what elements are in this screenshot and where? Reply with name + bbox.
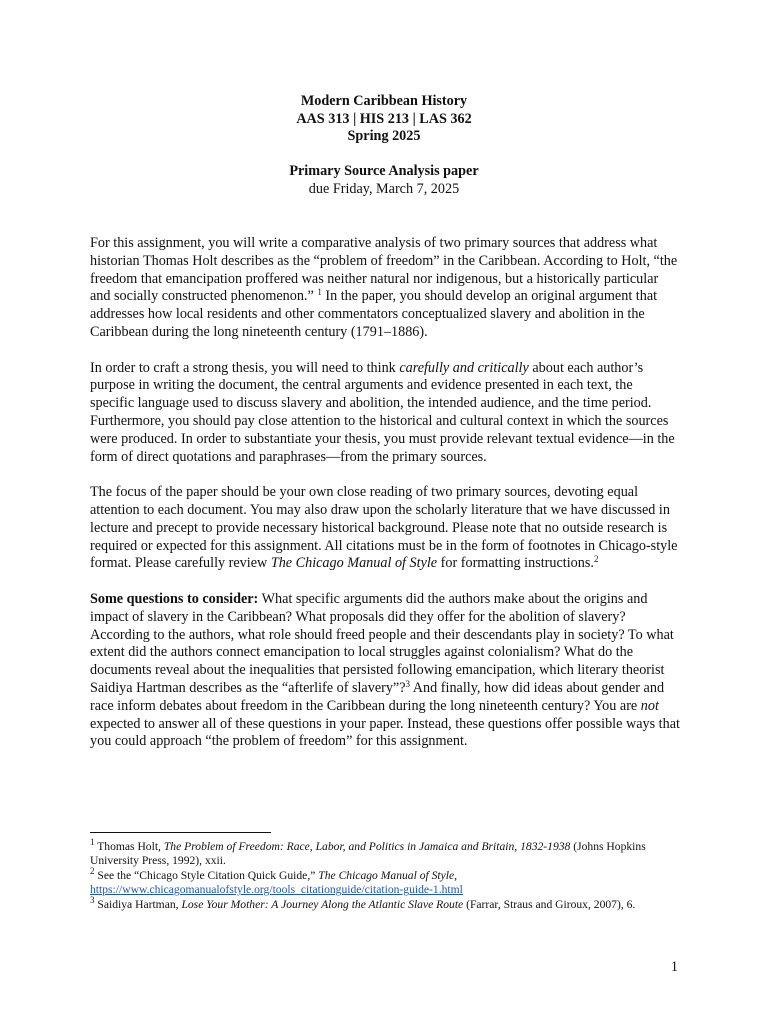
- emphasis-text: carefully and critically: [399, 359, 529, 376]
- paragraph-text: For this assignment, you will write a comparative analysis of two primary sources that address what historian Thomas Holt describes as the “problem of freedom” in the Caribbean. According to Holt, “the freedom that emancipation proffered was neither natural nor indigenous, but a historically particular and socially constructed phenomenon.”: [90, 235, 678, 305]
- footnote-text: See the “Chicago Style Citation Quick Guide,”: [94, 868, 319, 882]
- footnote-number: 1: [90, 837, 95, 847]
- footnotes: [90, 837, 680, 912]
- footnote-text: Thomas Holt,: [94, 840, 164, 853]
- paragraph-text: expected to answer all of these questions in your paper. Instead, these questions offer possible ways that you could approach “the problem of freedom” for this assignment.: [90, 715, 680, 750]
- manual-title: The Chicago Manual of Style: [270, 555, 438, 572]
- paragraph-text: In order to craft a strong thesis, you will need to think: [90, 359, 400, 376]
- questions-lead: Some questions to consider:: [90, 590, 259, 607]
- footnote-number: 2: [90, 865, 95, 876]
- footnote-2: [90, 865, 680, 898]
- paragraph-text: for formatting instructions.: [437, 555, 594, 572]
- paragraph-text: In the paper, you should develop an original argument that addresses how local residents and other commentators conceptualized slavery and abolition in the Caribbean during the long nineteenth century (1791–1886).: [90, 288, 658, 340]
- footnote-1: [90, 837, 680, 869]
- footnote-ref-1[interactable]: 1: [317, 287, 322, 298]
- due-date: due Friday, March 7, 2025: [308, 180, 460, 197]
- header-spacer: [0, 146, 768, 164]
- paragraph-thesis: [90, 360, 680, 467]
- footnote-text: Saidiya Hartman,: [94, 897, 182, 911]
- paragraph-text: about each author’s purpose in writing the document, the central arguments and evidence presented in each text, the specific language used to discuss slavery and abolition, the intended audience, and the time period. Furthermore, you should pay close attention to the historical and cultural context in which the sources were produced. In order to substantiate your thesis, you must provide relevant textual evidence—in the form of direct quotations and paraphrases—from the primary sources.: [90, 359, 675, 465]
- footnote-text: (Farrar, Straus and Giroux, 2007), 6.: [463, 897, 636, 911]
- footnote-number: 3: [90, 894, 95, 905]
- course-codes: AAS 313 | HIS 213 | LAS 362: [296, 110, 472, 127]
- paragraph-text: And finally, how did ideas about gender and race inform debates about freedom in the Caribbean during the long nineteenth century? You are: [90, 679, 665, 714]
- footnote-book-title: The Chicago Manual of Style,: [318, 868, 458, 882]
- footnote-book-title: Lose Your Mother: A Journey Along the Atlantic Slave Route: [181, 897, 464, 911]
- course-title: Modern Caribbean History: [300, 93, 468, 109]
- emphasis-text: not: [640, 697, 659, 714]
- chicago-guide-link[interactable]: https://www.chicagomanualofstyle.org/tools_citationguide/citation-guide-1.html: [90, 883, 463, 897]
- assignment-body: [90, 235, 680, 769]
- footnote-ref-2[interactable]: 2: [593, 554, 599, 565]
- footnote-3: [90, 894, 680, 912]
- assignment-title: Primary Source Analysis paper: [289, 163, 479, 180]
- paragraph-intro: [90, 235, 680, 342]
- term: Spring 2025: [347, 128, 421, 145]
- paragraph-text: The focus of the paper should be your own close reading of two primary sources, devoting equal attention to each document. You may also draw upon the scholarly literature that we have discussed in lecture and precept to provide necessary historical background. Please note that no outside research is required or expected for this assignment. All citations must be in the form of footnotes in Chicago-style format. Please carefully review: [90, 484, 678, 572]
- paragraph-questions: [90, 591, 680, 751]
- footnote-ref-3[interactable]: 3: [405, 678, 411, 689]
- footnote-text: (Johns Hopkins University Press, 1992), xxii.: [90, 840, 646, 868]
- footnote-book-title: The Problem of Freedom: Race, Labor, and Politics in Jamaica and Britain, 1832-1938: [163, 840, 571, 853]
- paragraph-text: What specific arguments did the authors make about the origins and impact of slavery in the Caribbean? What proposals did they offer for the abolition of slavery? According to the authors, what role should freed people and their descendants play in society? To what extent did the authors connect emancipation to local struggles against colonialism? What do the documents reveal about the inequalities that persisted following emancipation, which literary theorist Saidiya Hartman describes as the “afterlife of slavery”?: [90, 590, 674, 696]
- page-number: 1: [670, 959, 678, 975]
- assignment-header: [0, 93, 768, 199]
- footnote-separator: [90, 832, 271, 833]
- paragraph-focus: [90, 484, 680, 573]
